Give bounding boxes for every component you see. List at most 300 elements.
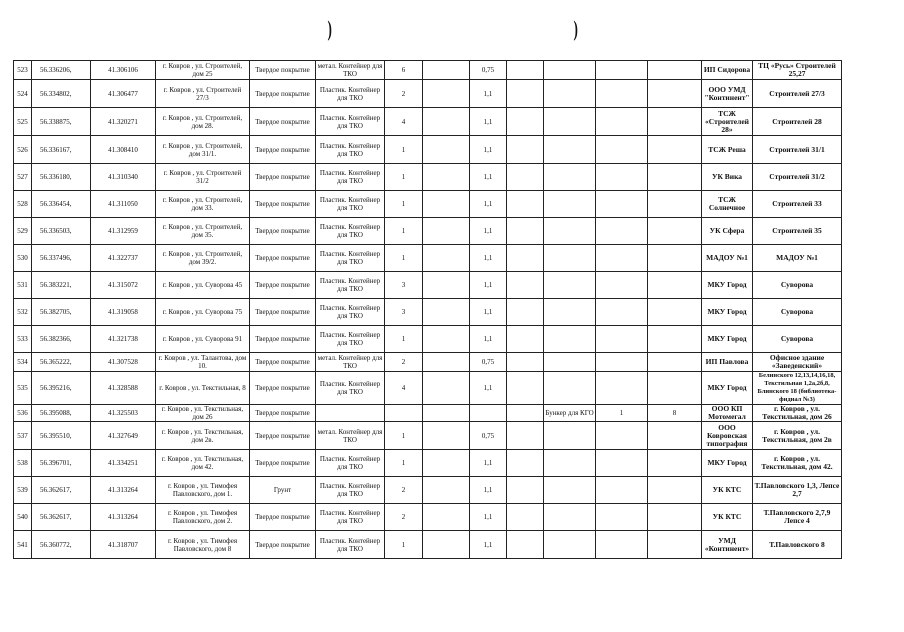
waste-source-cell: г. Ковров , ул. Текстильная, дом 2в (753, 422, 842, 450)
bunker-count-cell (596, 218, 648, 245)
table-row (14, 326, 842, 353)
longitude-cell: 41.313264 (91, 477, 156, 504)
container-type-cell: Пластик. Контейнер для ТКО (316, 326, 385, 353)
table-row (14, 245, 842, 272)
table-row (14, 299, 842, 326)
address-cell: г. Ковров , ул. Строителей, дом 28. (156, 108, 250, 136)
bunker-volume-cell (648, 61, 702, 80)
longitude-cell: 41.308410 (91, 136, 156, 164)
bunker-volume-cell: 8 (648, 405, 702, 422)
bunker-count-cell (596, 353, 648, 372)
waste-source-cell: Офисное здание «Заведенский» (753, 353, 842, 372)
bunker-type-cell (544, 245, 596, 272)
empty-cell (507, 353, 544, 372)
bunker-type-cell (544, 191, 596, 218)
longitude-cell: 41.320271 (91, 108, 156, 136)
bunker-count-cell (596, 326, 648, 353)
latitude-cell: 56.336180, (32, 164, 91, 191)
owner-cell: ТСЖ «Строителей 28» (702, 108, 753, 136)
latitude-cell: 56.338875, (32, 108, 91, 136)
row-number: 533 (14, 326, 32, 353)
bunker-volume-cell (648, 422, 702, 450)
surface-cell: Твердое покрытие (250, 191, 316, 218)
container-volume-cell: 1,1 (470, 218, 507, 245)
empty-cell (423, 80, 470, 108)
surface-cell: Твердое покрытие (250, 405, 316, 422)
longitude-cell: 41.313264 (91, 504, 156, 531)
surface-cell: Твердое покрытие (250, 353, 316, 372)
waste-source-cell: Суворова (753, 326, 842, 353)
empty-cell (507, 108, 544, 136)
owner-cell: ТСЖ Реша (702, 136, 753, 164)
bunker-type-cell (544, 108, 596, 136)
row-number: 541 (14, 531, 32, 559)
bunker-volume-cell (648, 326, 702, 353)
waste-source-cell: Строителей 27/3 (753, 80, 842, 108)
empty-cell (507, 326, 544, 353)
bunker-volume-cell (648, 272, 702, 299)
table-row (14, 372, 842, 405)
empty-cell (423, 504, 470, 531)
surface-cell: Твердое покрытие (250, 531, 316, 559)
bunker-volume-cell (648, 372, 702, 405)
empty-cell (423, 272, 470, 299)
bunker-count-cell (596, 136, 648, 164)
longitude-cell: 41.327649 (91, 422, 156, 450)
address-cell: г. Ковров , ул. Строителей, дом 33. (156, 191, 250, 218)
latitude-cell: 56.336167, (32, 136, 91, 164)
latitude-cell: 56.360772, (32, 531, 91, 559)
hole-punch-mark-right: ) (573, 16, 578, 41)
surface-cell: Твердое покрытие (250, 164, 316, 191)
owner-cell: ИП Сидорова (702, 61, 753, 80)
empty-cell (507, 504, 544, 531)
latitude-cell: 56.396701, (32, 450, 91, 477)
owner-cell: МКУ Город (702, 372, 753, 405)
row-number: 528 (14, 191, 32, 218)
container-count-cell: 2 (385, 80, 423, 108)
empty-cell (507, 531, 544, 559)
bunker-count-cell (596, 80, 648, 108)
latitude-cell: 56.365222, (32, 353, 91, 372)
bunker-volume-cell (648, 353, 702, 372)
surface-cell: Грунт (250, 477, 316, 504)
table-row (14, 61, 842, 80)
container-volume-cell: 0,75 (470, 422, 507, 450)
address-cell: г. Ковров , ул. Тимофея Павловского, дом 2. (156, 504, 250, 531)
container-volume-cell: 1,1 (470, 477, 507, 504)
bunker-type-cell (544, 450, 596, 477)
empty-cell (507, 372, 544, 405)
bunker-count-cell (596, 191, 648, 218)
bunker-volume-cell (648, 245, 702, 272)
bunker-type-cell (544, 164, 596, 191)
bunker-type-cell (544, 504, 596, 531)
longitude-cell: 41.319058 (91, 299, 156, 326)
container-type-cell: Пластик. Контейнер для ТКО (316, 164, 385, 191)
table-row (14, 422, 842, 450)
empty-cell (423, 218, 470, 245)
bunker-type-cell (544, 353, 596, 372)
container-volume-cell: 1,1 (470, 504, 507, 531)
waste-source-cell: Суворова (753, 272, 842, 299)
container-volume-cell (470, 405, 507, 422)
owner-cell: УК Вика (702, 164, 753, 191)
bunker-volume-cell (648, 80, 702, 108)
surface-cell: Твердое покрытие (250, 218, 316, 245)
bunker-count-cell (596, 531, 648, 559)
row-number: 537 (14, 422, 32, 450)
address-cell: г. Ковров , ул. Суворова 91 (156, 326, 250, 353)
table-row (14, 191, 842, 218)
container-count-cell: 1 (385, 245, 423, 272)
waste-source-cell: Строителей 33 (753, 191, 842, 218)
bunker-type-cell (544, 326, 596, 353)
empty-cell (423, 477, 470, 504)
container-type-cell: метал. Контейнер для ТКО (316, 353, 385, 372)
owner-cell: УК КТС (702, 504, 753, 531)
table-row (14, 218, 842, 245)
waste-source-cell: Суворова (753, 299, 842, 326)
table-row (14, 164, 842, 191)
address-cell: г. Ковров , ул. Строителей 31/2 (156, 164, 250, 191)
surface-cell: Твердое покрытие (250, 299, 316, 326)
table-row (14, 80, 842, 108)
container-count-cell: 2 (385, 353, 423, 372)
container-count-cell: 1 (385, 218, 423, 245)
empty-cell (507, 477, 544, 504)
bunker-type-cell (544, 477, 596, 504)
empty-cell (507, 61, 544, 80)
owner-cell: ООО Ковровская типография (702, 422, 753, 450)
surface-cell: Твердое покрытие (250, 372, 316, 405)
owner-cell: МКУ Город (702, 272, 753, 299)
row-number: 540 (14, 504, 32, 531)
address-cell: г. Ковров , ул. Талантова, дом 10. (156, 353, 250, 372)
container-volume-cell: 1,1 (470, 108, 507, 136)
container-type-cell: Пластик. Контейнер для ТКО (316, 245, 385, 272)
empty-cell (507, 191, 544, 218)
latitude-cell: 56.395510, (32, 422, 91, 450)
empty-cell (423, 405, 470, 422)
owner-cell: УК Сфера (702, 218, 753, 245)
bunker-type-cell (544, 422, 596, 450)
hole-punch-mark-left: ) (327, 16, 332, 41)
waste-source-cell: Строителей 28 (753, 108, 842, 136)
longitude-cell: 41.306106 (91, 61, 156, 80)
bunker-volume-cell (648, 136, 702, 164)
bunker-type-cell (544, 61, 596, 80)
bunker-volume-cell (648, 218, 702, 245)
longitude-cell: 41.322737 (91, 245, 156, 272)
waste-source-cell: Т.Павловского 1,3, Лепсе 2,7 (753, 477, 842, 504)
empty-cell (507, 299, 544, 326)
container-count-cell: 3 (385, 299, 423, 326)
empty-cell (423, 326, 470, 353)
surface-cell: Твердое покрытие (250, 108, 316, 136)
owner-cell: ООО КП Мотомегал (702, 405, 753, 422)
row-number: 534 (14, 353, 32, 372)
row-number: 527 (14, 164, 32, 191)
latitude-cell: 56.336454, (32, 191, 91, 218)
row-number: 525 (14, 108, 32, 136)
address-cell: г. Ковров , ул. Текстильная, дом 2в. (156, 422, 250, 450)
bunker-count-cell (596, 372, 648, 405)
container-type-cell: Пластик. Контейнер для ТКО (316, 477, 385, 504)
bunker-volume-cell (648, 164, 702, 191)
bunker-count-cell (596, 245, 648, 272)
container-type-cell (316, 405, 385, 422)
longitude-cell: 41.312959 (91, 218, 156, 245)
latitude-cell: 56.336206, (32, 61, 91, 80)
empty-cell (423, 531, 470, 559)
table-row (14, 405, 842, 422)
table-row (14, 477, 842, 504)
container-count-cell: 1 (385, 191, 423, 218)
empty-cell (423, 450, 470, 477)
container-type-cell: метал. Контейнер для ТКО (316, 61, 385, 80)
bunker-count-cell: 1 (596, 405, 648, 422)
waste-source-cell: г. Ковров , ул. Текстильная, дом 42. (753, 450, 842, 477)
empty-cell (507, 405, 544, 422)
bunker-volume-cell (648, 108, 702, 136)
container-volume-cell: 1,1 (470, 450, 507, 477)
address-cell: г. Ковров , ул. Текстильная, 8 (156, 372, 250, 405)
longitude-cell: 41.321738 (91, 326, 156, 353)
bunker-volume-cell (648, 477, 702, 504)
row-number: 539 (14, 477, 32, 504)
bunker-volume-cell (648, 299, 702, 326)
empty-cell (507, 164, 544, 191)
owner-cell: МКУ Город (702, 326, 753, 353)
empty-cell (507, 245, 544, 272)
container-count-cell: 1 (385, 326, 423, 353)
waste-source-cell: г. Ковров , ул. Текстильная, дом 26 (753, 405, 842, 422)
row-number: 532 (14, 299, 32, 326)
waste-site-registry-table (13, 60, 842, 559)
container-count-cell: 1 (385, 450, 423, 477)
owner-cell: МАДОУ №1 (702, 245, 753, 272)
bunker-type-cell (544, 272, 596, 299)
empty-cell (423, 299, 470, 326)
latitude-cell: 56.383221, (32, 272, 91, 299)
empty-cell (423, 353, 470, 372)
container-volume-cell: 1,1 (470, 245, 507, 272)
bunker-count-cell (596, 422, 648, 450)
bunker-volume-cell (648, 531, 702, 559)
longitude-cell: 41.318707 (91, 531, 156, 559)
owner-cell: ООО УМД "Континент" (702, 80, 753, 108)
surface-cell: Твердое покрытие (250, 504, 316, 531)
registry-rows (14, 61, 842, 559)
surface-cell: Твердое покрытие (250, 450, 316, 477)
bunker-count-cell (596, 61, 648, 80)
surface-cell: Твердое покрытие (250, 272, 316, 299)
table-row (14, 504, 842, 531)
bunker-type-cell (544, 531, 596, 559)
container-volume-cell: 1,1 (470, 80, 507, 108)
container-volume-cell: 1,1 (470, 164, 507, 191)
bunker-type-cell (544, 372, 596, 405)
row-number: 526 (14, 136, 32, 164)
container-count-cell: 2 (385, 477, 423, 504)
container-volume-cell: 0,75 (470, 61, 507, 80)
address-cell: г. Ковров , ул. Суворова 45 (156, 272, 250, 299)
container-type-cell: Пластик. Контейнер для ТКО (316, 372, 385, 405)
empty-cell (507, 422, 544, 450)
row-number: 535 (14, 372, 32, 405)
empty-cell (423, 61, 470, 80)
bunker-count-cell (596, 108, 648, 136)
longitude-cell: 41.307528 (91, 353, 156, 372)
bunker-volume-cell (648, 191, 702, 218)
owner-cell: ТСЖ Солнечное (702, 191, 753, 218)
row-number: 538 (14, 450, 32, 477)
waste-source-cell: Т.Павловского 2,7,9 Лепсе 4 (753, 504, 842, 531)
container-type-cell: Пластик. Контейнер для ТКО (316, 531, 385, 559)
surface-cell: Твердое покрытие (250, 61, 316, 80)
container-count-cell: 6 (385, 61, 423, 80)
container-count-cell: 1 (385, 422, 423, 450)
table-row (14, 136, 842, 164)
waste-source-cell: МАДОУ №1 (753, 245, 842, 272)
row-number: 531 (14, 272, 32, 299)
longitude-cell: 41.325503 (91, 405, 156, 422)
owner-cell: ИП Павлова (702, 353, 753, 372)
address-cell: г. Ковров , ул. Тимофея Павловского, дом 8 (156, 531, 250, 559)
container-type-cell: метал. Контейнер для ТКО (316, 422, 385, 450)
address-cell: г. Ковров , ул. Строителей, дом 25 (156, 61, 250, 80)
bunker-type-cell (544, 299, 596, 326)
latitude-cell: 56.395216, (32, 372, 91, 405)
latitude-cell: 56.362617, (32, 477, 91, 504)
container-volume-cell: 1,1 (470, 299, 507, 326)
owner-cell: УК КТС (702, 477, 753, 504)
longitude-cell: 41.311050 (91, 191, 156, 218)
bunker-count-cell (596, 450, 648, 477)
surface-cell: Твердое покрытие (250, 80, 316, 108)
table-row (14, 353, 842, 372)
container-type-cell: Пластик. Контейнер для ТКО (316, 191, 385, 218)
bunker-type-cell (544, 80, 596, 108)
container-count-cell: 3 (385, 272, 423, 299)
container-type-cell: Пластик. Контейнер для ТКО (316, 504, 385, 531)
bunker-volume-cell (648, 450, 702, 477)
waste-source-cell: Белинского 12,13,14,16,18, Текстильная 1,2а,2б,8, Блинского 18 (библиотека-фидиал №3) (753, 372, 842, 405)
address-cell: г. Ковров , ул. Строителей, дом 35. (156, 218, 250, 245)
bunker-count-cell (596, 299, 648, 326)
latitude-cell: 56.382366, (32, 326, 91, 353)
latitude-cell: 56.334802, (32, 80, 91, 108)
empty-cell (507, 272, 544, 299)
latitude-cell: 56.395088, (32, 405, 91, 422)
table-row (14, 531, 842, 559)
container-volume-cell: 1,1 (470, 136, 507, 164)
waste-source-cell: Т.Павловского 8 (753, 531, 842, 559)
row-number: 529 (14, 218, 32, 245)
container-count-cell: 4 (385, 108, 423, 136)
longitude-cell: 41.334251 (91, 450, 156, 477)
container-count-cell: 4 (385, 372, 423, 405)
container-volume-cell: 0,75 (470, 353, 507, 372)
bunker-type-cell (544, 136, 596, 164)
empty-cell (507, 80, 544, 108)
container-volume-cell: 1,1 (470, 372, 507, 405)
surface-cell: Твердое покрытие (250, 422, 316, 450)
address-cell: г. Ковров , ул. Текстильная, дом 26 (156, 405, 250, 422)
container-volume-cell: 1,1 (470, 326, 507, 353)
waste-source-cell: Строителей 31/2 (753, 164, 842, 191)
empty-cell (423, 372, 470, 405)
empty-cell (423, 136, 470, 164)
container-volume-cell: 1,1 (470, 191, 507, 218)
waste-source-cell: Строителей 35 (753, 218, 842, 245)
surface-cell: Твердое покрытие (250, 245, 316, 272)
container-count-cell: 1 (385, 136, 423, 164)
container-count-cell: 1 (385, 164, 423, 191)
bunker-count-cell (596, 272, 648, 299)
container-type-cell: Пластик. Контейнер для ТКО (316, 108, 385, 136)
empty-cell (423, 422, 470, 450)
bunker-type-cell: Бункер для КГО (544, 405, 596, 422)
owner-cell: УМД «Континент» (702, 531, 753, 559)
owner-cell: МКУ Город (702, 450, 753, 477)
empty-cell (507, 136, 544, 164)
empty-cell (423, 164, 470, 191)
container-count-cell: 2 (385, 504, 423, 531)
address-cell: г. Ковров , ул. Строителей 27/3 (156, 80, 250, 108)
table-row (14, 108, 842, 136)
surface-cell: Твердое покрытие (250, 136, 316, 164)
address-cell: г. Ковров , ул. Строителей, дом 31/1. (156, 136, 250, 164)
container-type-cell: Пластик. Контейнер для ТКО (316, 218, 385, 245)
latitude-cell: 56.337496, (32, 245, 91, 272)
row-number: 523 (14, 61, 32, 80)
latitude-cell: 56.336503, (32, 218, 91, 245)
bunker-count-cell (596, 164, 648, 191)
empty-cell (507, 218, 544, 245)
bunker-type-cell (544, 218, 596, 245)
owner-cell: МКУ Город (702, 299, 753, 326)
address-cell: г. Ковров , ул. Суворова 75 (156, 299, 250, 326)
container-type-cell: Пластик. Контейнер для ТКО (316, 80, 385, 108)
container-count-cell (385, 405, 423, 422)
container-type-cell: Пластик. Контейнер для ТКО (316, 299, 385, 326)
container-volume-cell: 1,1 (470, 272, 507, 299)
latitude-cell: 56.382705, (32, 299, 91, 326)
row-number: 530 (14, 245, 32, 272)
container-type-cell: Пластик. Контейнер для ТКО (316, 136, 385, 164)
address-cell: г. Ковров , ул. Строителей, дом 39/2. (156, 245, 250, 272)
container-type-cell: Пластик. Контейнер для ТКО (316, 272, 385, 299)
bunker-count-cell (596, 477, 648, 504)
table-row (14, 450, 842, 477)
longitude-cell: 41.315072 (91, 272, 156, 299)
container-volume-cell: 1,1 (470, 531, 507, 559)
longitude-cell: 41.328588 (91, 372, 156, 405)
empty-cell (507, 450, 544, 477)
latitude-cell: 56.362617, (32, 504, 91, 531)
surface-cell: Твердое покрытие (250, 326, 316, 353)
empty-cell (423, 245, 470, 272)
container-type-cell: Пластик. Контейнер для ТКО (316, 450, 385, 477)
bunker-volume-cell (648, 504, 702, 531)
row-number: 536 (14, 405, 32, 422)
table-row (14, 272, 842, 299)
address-cell: г. Ковров , ул. Текстильная, дом 42. (156, 450, 250, 477)
longitude-cell: 41.306477 (91, 80, 156, 108)
bunker-count-cell (596, 504, 648, 531)
